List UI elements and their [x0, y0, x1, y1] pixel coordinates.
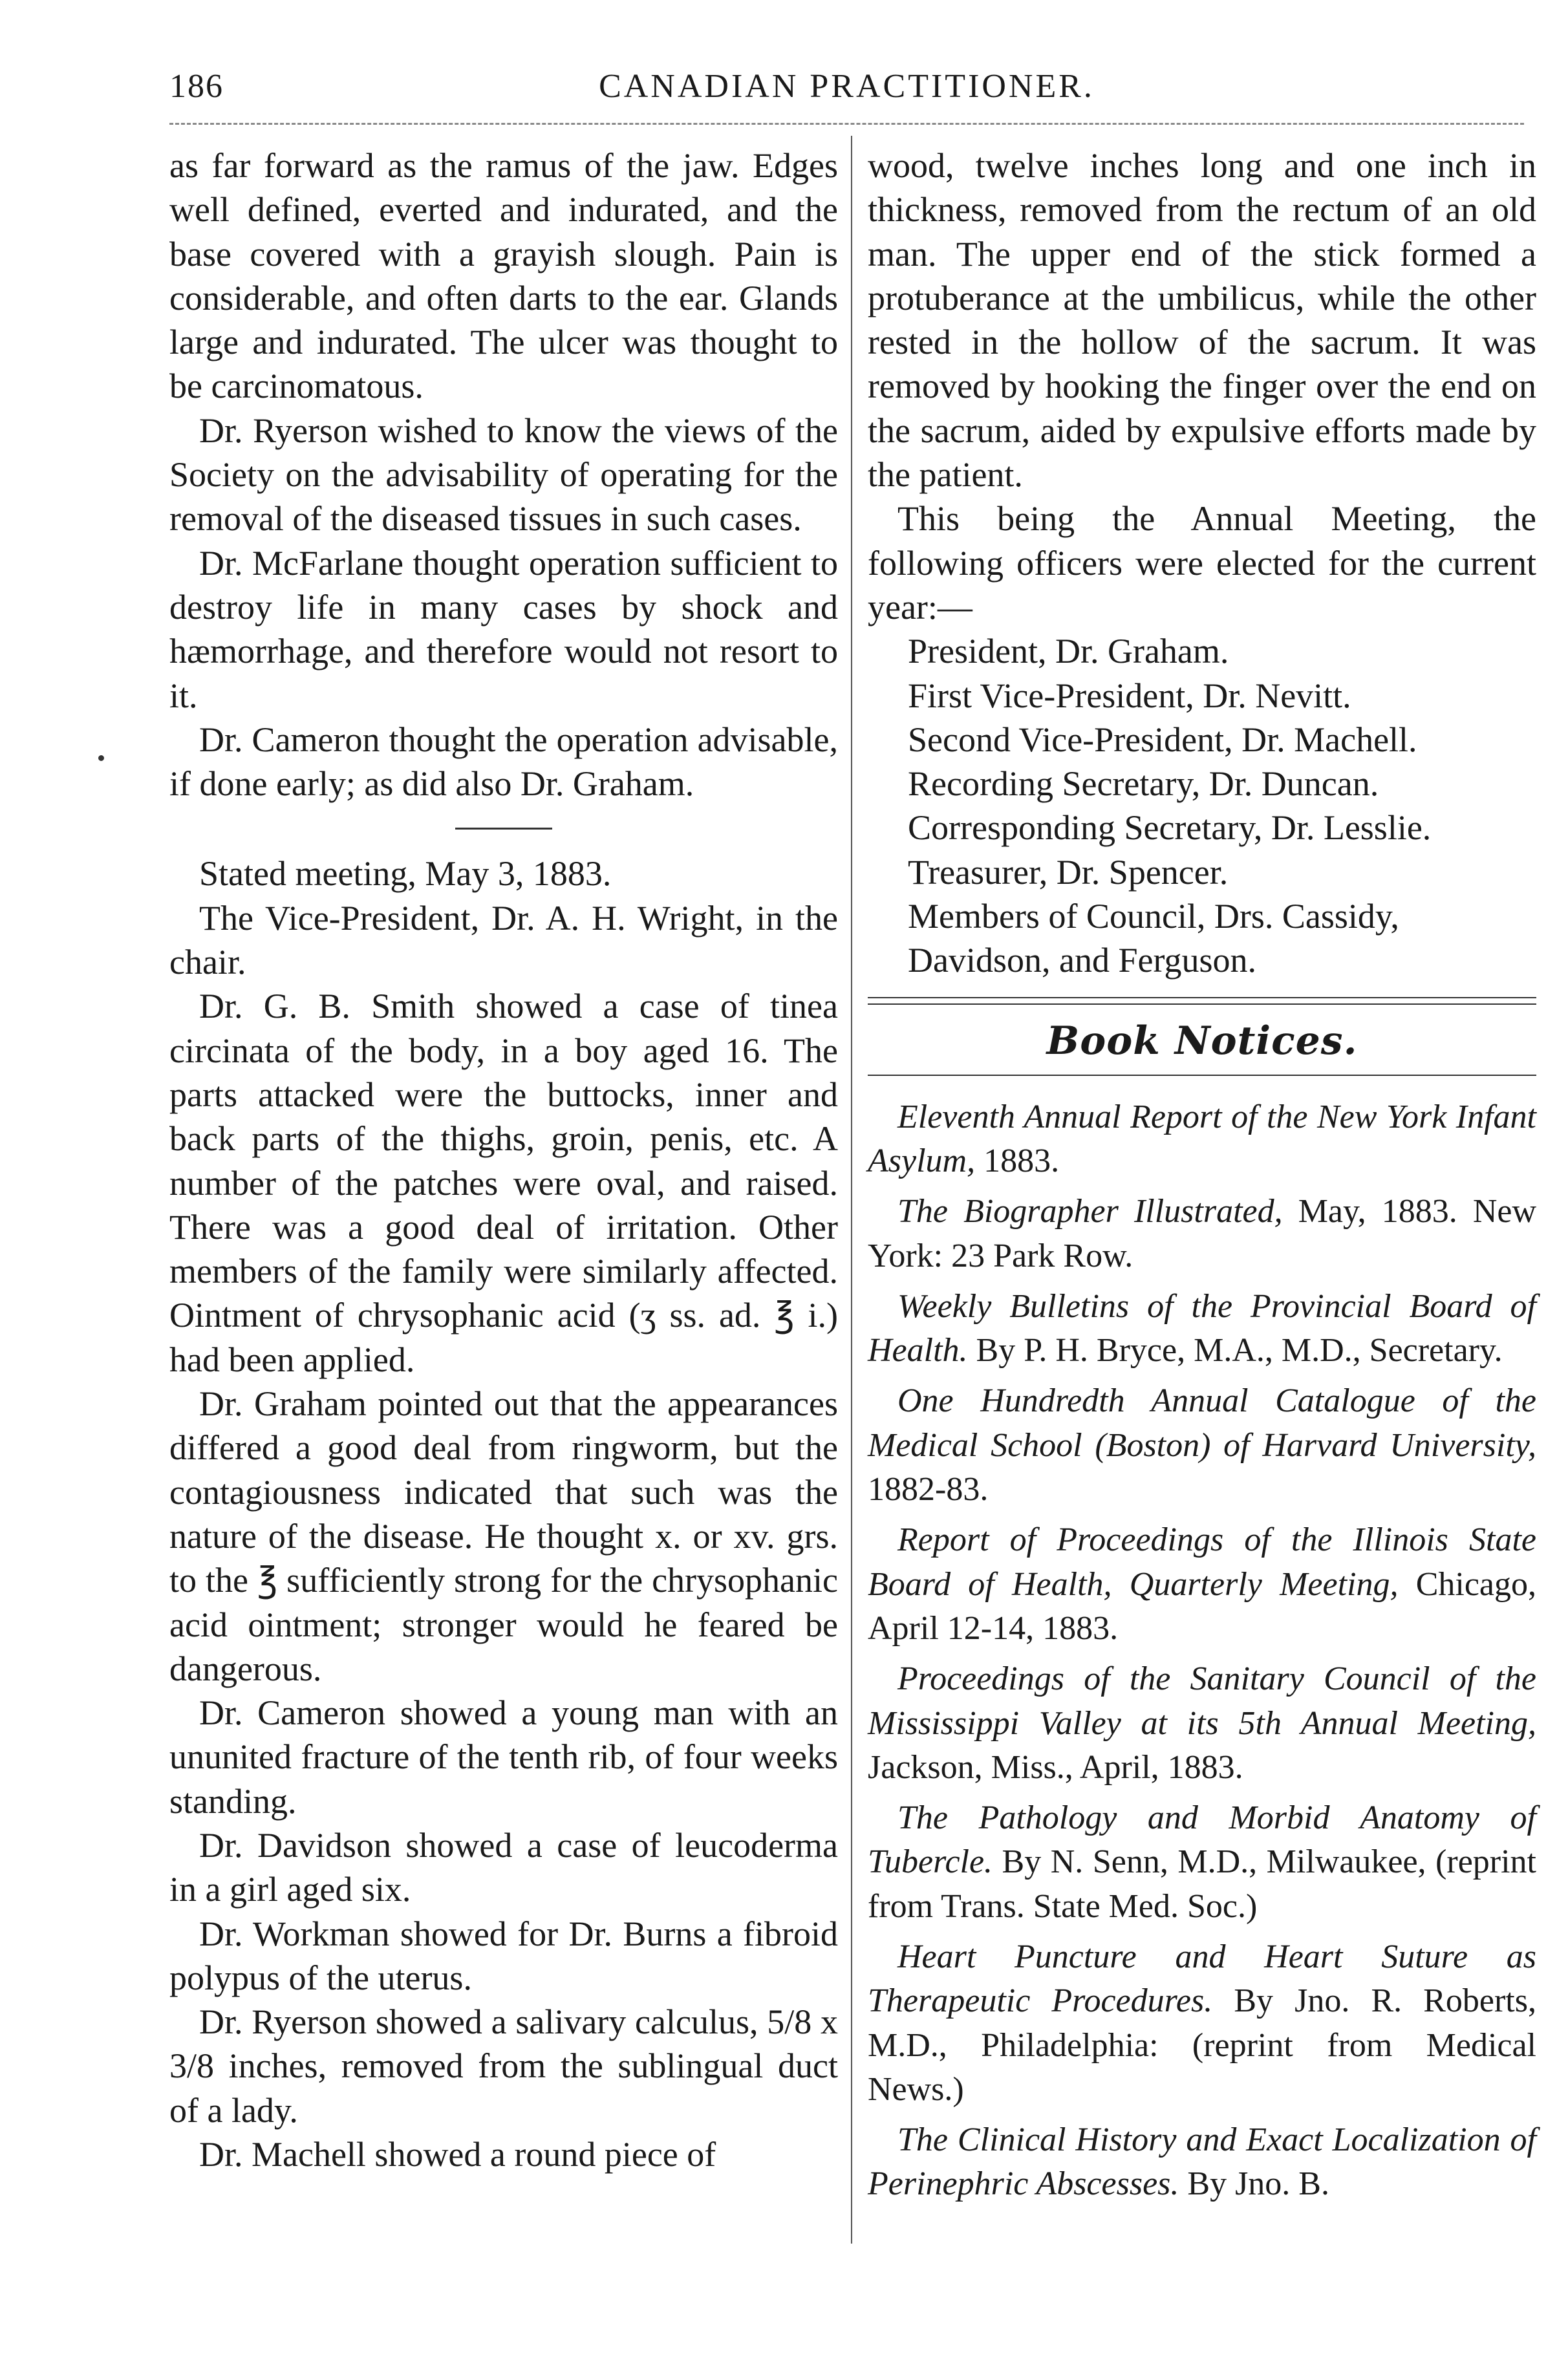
list-item	[868, 1285, 1536, 1373]
notice-title: Eleventh Annual Report of the New York Infant Asylum,	[868, 1098, 1536, 1179]
list-item: Recording Secretary, Dr. Duncan.	[908, 764, 1379, 804]
list-item: First Vice-President, Dr. Nevitt.	[908, 676, 1351, 715]
officers-list	[868, 629, 1536, 982]
section-divider	[455, 828, 552, 830]
section-heading: Book Notices.	[1046, 1018, 1358, 1064]
notice-details: 1883.	[975, 1142, 1060, 1179]
meeting-date: Stated meeting, May 3, 1883.	[199, 854, 612, 894]
notice-details: Chicago, April 12-14, 1883.	[868, 1565, 1537, 1647]
paragraph: Dr. Graham pointed out that the appearances differed a good deal from ringworm, but the contagiousness indicated that such was the nature of the disease. He thought x. or xv. grs. to the ℥ sufficiently strong for the chrysophanic acid ointment; stronger would he feared be dangerous.	[169, 1384, 838, 1688]
notice-title: Proceedings of the Sanitary Council of the Mississippi Valley at its 5th Annual Meeting,	[868, 1660, 1536, 1742]
notice-details: By P. H. Bryce, M.A., M.D., Secretary.	[967, 1332, 1503, 1369]
list-item	[868, 1379, 1536, 1512]
list-item	[868, 2118, 1536, 2207]
list-item: Members of Council, Drs. Cassidy, Davidson, and Ferguson.	[908, 897, 1399, 980]
notice-title: The Clinical History and Exact Localization of Perinephric Abscesses.	[868, 2121, 1536, 2203]
list-item: Treasurer, Dr. Spencer.	[908, 852, 1229, 892]
notice-details: By Jno. B.	[1179, 2165, 1329, 2203]
list-item: President, Dr. Graham.	[908, 632, 1229, 671]
list-item	[868, 1190, 1536, 1278]
page-header	[169, 67, 1524, 119]
paragraph: This being the Annual Meeting, the following officers were elected for the current year:—	[868, 499, 1536, 627]
page-number: 186	[169, 68, 224, 105]
running-title: CANADIAN PRACTITIONER.	[599, 68, 1095, 105]
notice-title: The Pathology and Morbid Anatomy of Tubercle.	[868, 1799, 1536, 1881]
header-rule	[169, 123, 1524, 125]
list-item: Second Vice-President, Dr. Machell.	[908, 720, 1417, 759]
notice-details: Jackson, Miss., April, 1883.	[868, 1748, 1243, 1786]
paragraph: wood, twelve inches long and one inch in thickness, removed from the rectum of an old man. The upper end of the stick formed a protuberance at the umbilicus, while the other rested in the hollow of the sacrum. It was removed by hooking the finger over the end on the sacrum, aided by expulsive efforts made by the patient.	[868, 146, 1536, 495]
paragraph: Dr. Davidson showed a case of leucoderma in a girl aged six.	[169, 1825, 838, 1909]
list-item	[868, 1518, 1536, 1651]
notice-details: May, 1883. New York: 23 Park Row.	[868, 1193, 1537, 1274]
notice-title: Report of Proceedings of the Illinois State Board of Health, Quarterly Meeting,	[868, 1521, 1536, 1603]
notice-details: By N. Senn, M.D., Milwaukee, (reprint from Trans. State Med. Soc.)	[868, 1843, 1536, 1925]
paragraph: Dr. Cameron showed a young man with an ununited fracture of the tenth rib, of four weeks standing.	[169, 1693, 838, 1821]
list-item	[868, 1935, 1536, 2112]
notice-title: Weekly Bulletins of the Provincial Board of Health.	[868, 1287, 1536, 1369]
notice-title: One Hundredth Annual Catalogue of the Medical School (Boston) of Harvard University,	[868, 1382, 1536, 1464]
paragraph: as far forward as the ramus of the jaw. Edges well defined, everted and indurated, and the base covered with a grayish slough. Pain is considerable, and often darts to the ear. Glands large and indurated. The ulcer was thought to be carcinomatous.	[169, 146, 838, 406]
paragraph: Dr. Ryerson wished to know the views of the Society on the advisability of operating for the removal of the diseased tissues in such cases.	[169, 411, 838, 539]
list-item: Corresponding Secretary, Dr. Lesslie.	[908, 808, 1432, 848]
paragraph: Dr. Workman showed for Dr. Burns a fibroid polypus of the uterus.	[169, 1914, 838, 1997]
notice-details: 1882-83.	[868, 1471, 989, 1508]
double-rule	[868, 997, 1536, 1005]
right-column	[868, 144, 1536, 2213]
paragraph: Dr. G. B. Smith showed a case of tinea circinata of the body, in a boy aged 16. The parts attacked were the buttocks, inner and back parts of the thighs, groin, penis, etc. A number of the patches were oval, and raised. There was a good deal of irritation. Other members of the family were similarly affected. Ointment of chrysophanic acid (ʒ ss. ad. ℥ i.) had been applied.	[169, 987, 838, 1379]
list-item	[868, 1796, 1536, 1929]
paragraph: Dr. McFarlane thought operation sufficient to destroy life in many cases by shock and hæmorrhage, and therefore would not resort to it.	[169, 543, 838, 715]
book-notices-list	[868, 1095, 1536, 2207]
paragraph: Dr. Machell showed a round piece of	[199, 2135, 716, 2174]
margin-dot	[98, 755, 104, 761]
paragraph: Dr. Cameron thought the operation advisable, if done early; as did also Dr. Graham.	[169, 720, 838, 804]
column-divider	[851, 136, 852, 2244]
notice-title: Heart Puncture and Heart Suture as Therapeutic Procedures.	[868, 1938, 1536, 2020]
left-column	[169, 144, 838, 2176]
heading-rule	[868, 1075, 1536, 1076]
list-item	[868, 1095, 1536, 1184]
paragraph: The Vice-President, Dr. A. H. Wright, in the chair.	[169, 898, 838, 982]
notice-details: By Jno. R. Roberts, M.D., Philadelphia: (reprint from Medical News.)	[868, 1982, 1536, 2108]
paragraph: Dr. Ryerson showed a salivary calculus, 5/8 x 3/8 inches, removed from the sublingual duct of a lady.	[169, 2002, 838, 2130]
list-item	[868, 1657, 1536, 1790]
notice-title: The Biographer Illustrated,	[897, 1193, 1283, 1230]
